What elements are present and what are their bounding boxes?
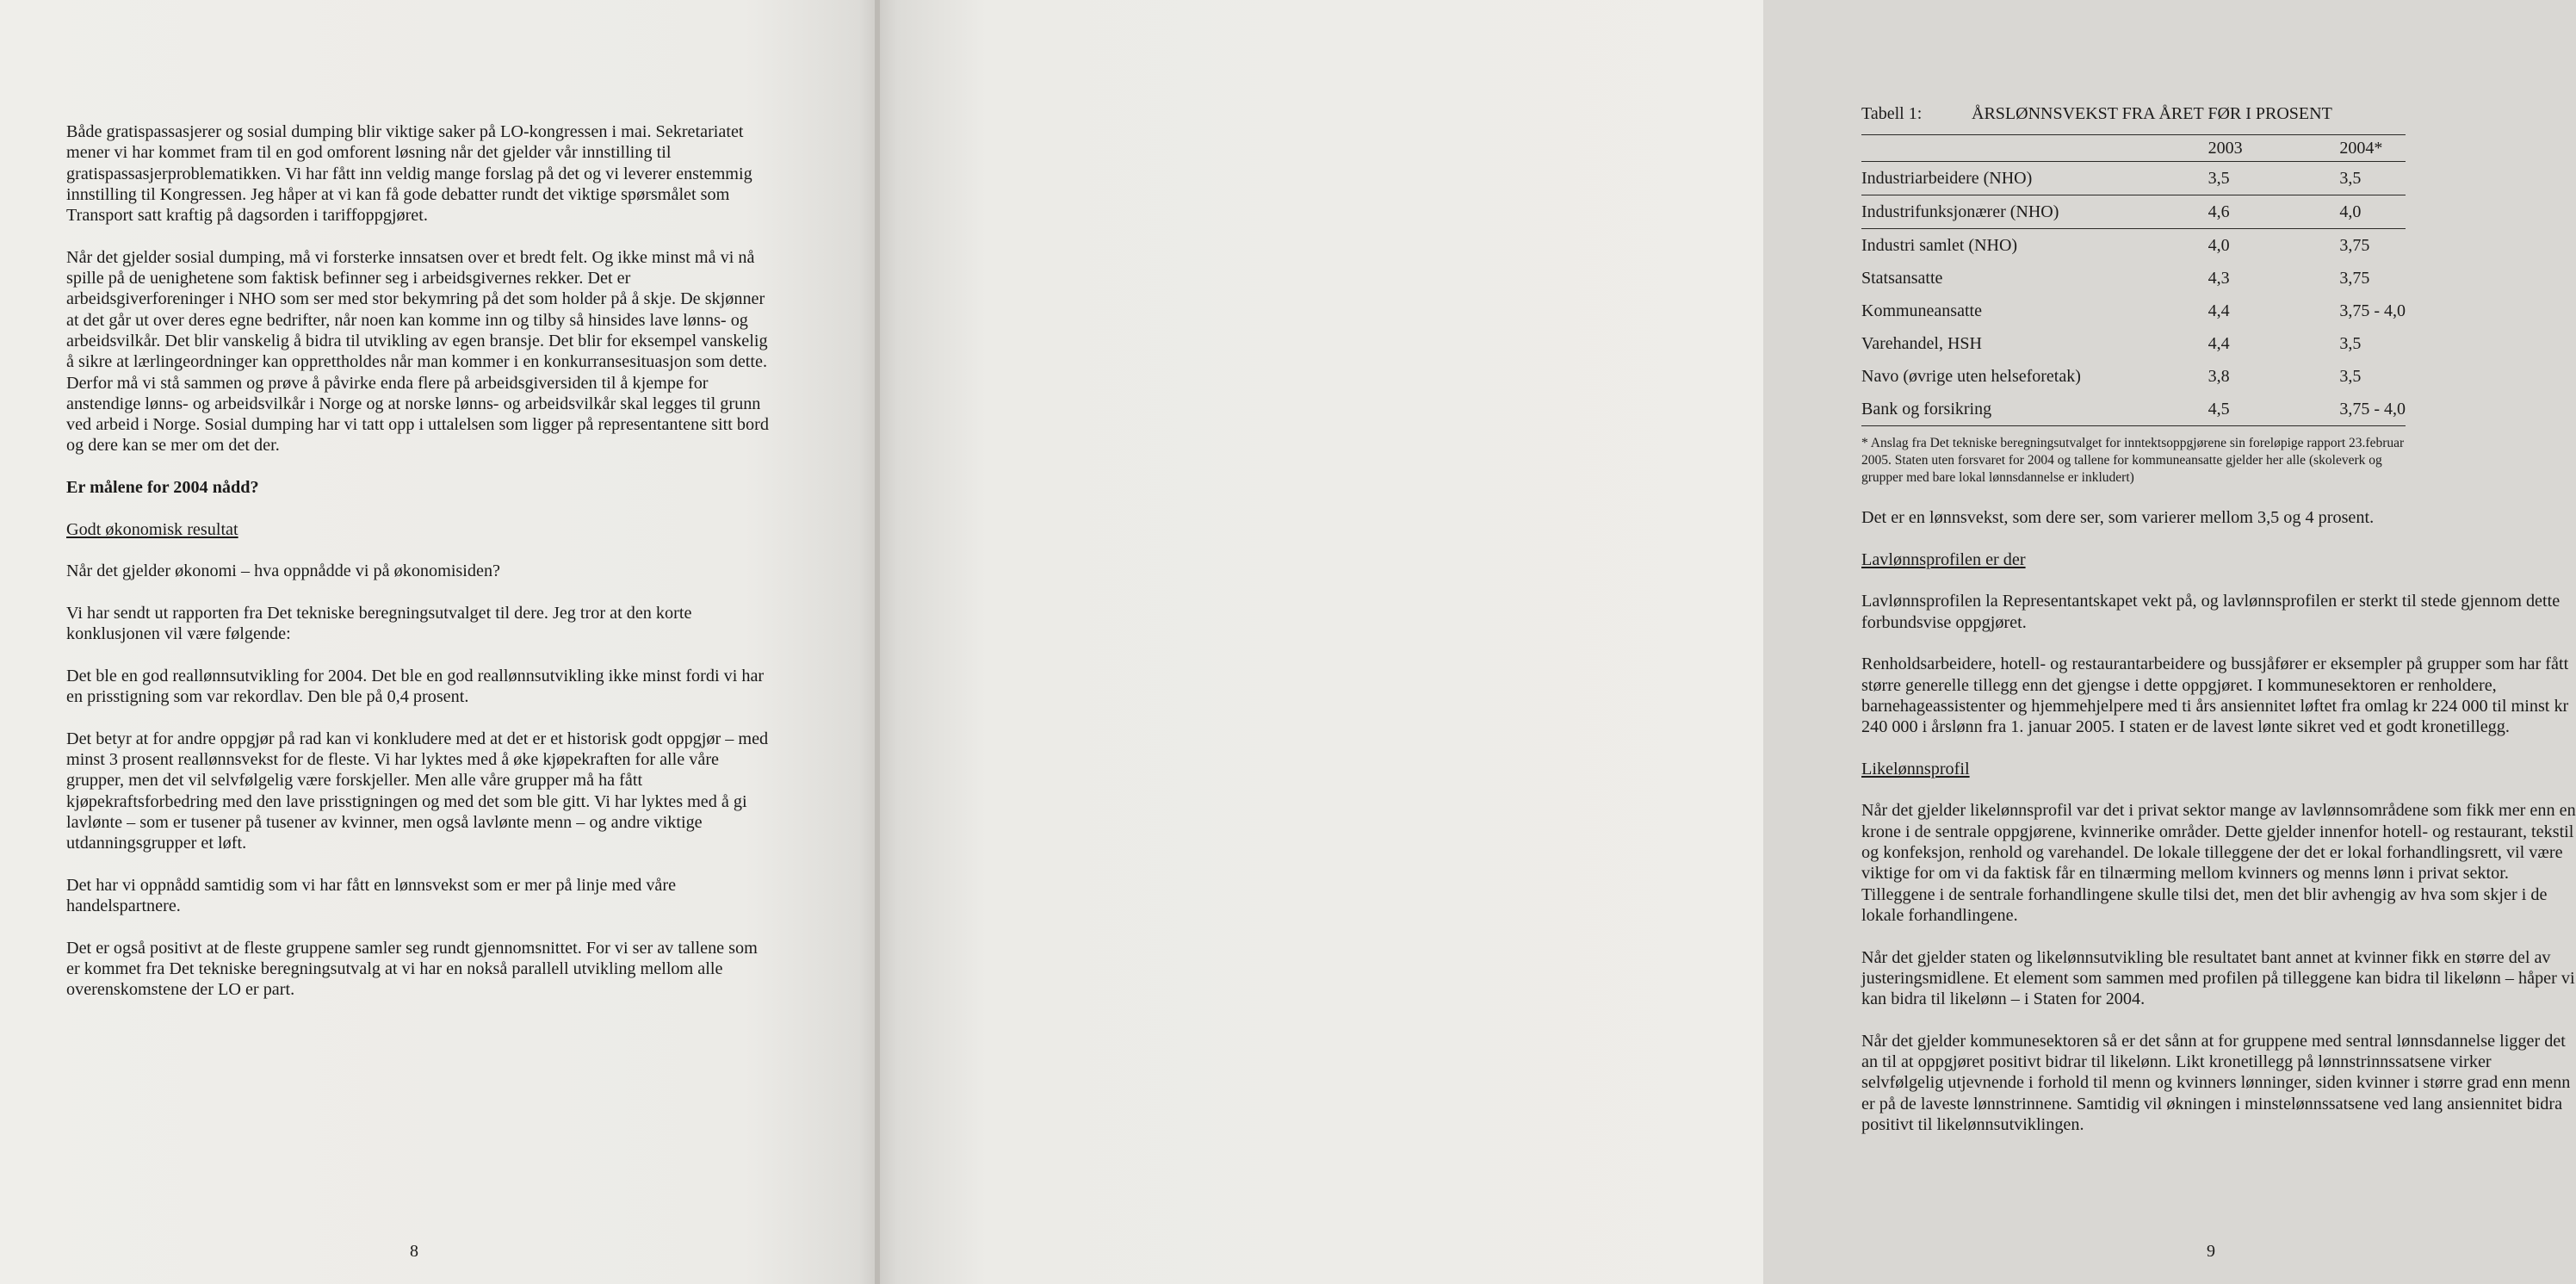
table-row [1861, 360, 2406, 393]
value-2003: 4,3 [2208, 269, 2230, 288]
paragraph-trade-partners: Det har vi oppnådd samtidig som vi har fått en lønnsvekst som er mer på linje med våre handelspartnere. [66, 875, 677, 915]
value-2003: 3,8 [2208, 367, 2230, 387]
right-page-text [1861, 103, 2576, 1157]
value-2004: 3,75 - 4,0 [2339, 301, 2406, 321]
paragraph-equal-pay-1: Når det gjelder likelønnsprofil var det i privat sektor mange av lavlønnsområdene som fikk mer enn en krone i de sentrale oppgjørene, kvinnerike områder. Dette gjelder innenfor hotell- og restaurant, tekstil og konfeksjon, renhold og varehandel. De lokale tilleggene der det er lokal forhandlingsrett, vil være viktige for om vi da faktisk får en tilnærming mellom kvinners og menns lønn i privat sektor. Tilleggene i de sentrale forhandlingene skulle tilsi det, men det blir avhengig av hva som skjer i de lokale forhandlingene. [1861, 801, 2576, 925]
column-header-2003: 2003 [2208, 135, 2340, 162]
value-2004: 3,5 [2339, 334, 2362, 354]
table-row [1861, 327, 2406, 360]
row-name: Bank og forsikring [1861, 393, 2208, 426]
value-2004: 3,5 [2339, 162, 2406, 195]
row-name: Navo (øvrige uten helseforetak) [1861, 367, 2081, 387]
paragraph-historic: Det betyr at for andre oppgjør på rad kan vi konkludere med at det er et historisk godt oppgjør – med minst 3 prosent reallønnsvekst for de fleste. Vi har lyktes med å øke kjøpekraften for alle våre grupper, men det vil selvfølgelig være forskjeller. Men alle våre grupper må ha fått kjøpekraftsforbedring med den lave prisstigningen og med det som ble gitt. Vi har lyktes med å gi lavlønte – som er tusener på tusener av kvinner, men også lavlønte menn – og andre viktige utdanningsgrupper et løft. [66, 729, 769, 853]
row-name: Industrifunksjonærer (NHO) [1861, 195, 2208, 229]
table-row [1861, 229, 2406, 263]
value-2004: 3,75 - 4,0 [2339, 393, 2406, 426]
table-row [1861, 162, 2406, 195]
paragraph-low-pay-1: Lavlønnsprofilen la Representantskapet vekt på, og lavlønnsprofilen er sterkt til stede gjennom dette forbundsvise oppgjøret. [1861, 592, 2561, 632]
left-page [0, 0, 876, 1284]
paragraph-report: Vi har sendt ut rapporten fra Det tekniske beregningsutvalget til dere. Jeg tror at den korte konklusjonen vil være følgende: [66, 603, 692, 644]
table-label: Tabell 1: [1861, 104, 1923, 123]
value-2003: 4,4 [2208, 334, 2230, 354]
row-name: Industri samlet (NHO) [1861, 236, 2018, 256]
paragraph-average: Det er også positivt at de fleste gruppene samler seg rundt gjennomsnittet. For vi ser av tallene som er kommet fra Det tekniske beregningsutvalg at vi har en nokså parallell utvikling mellom alle overenskomstene der LO er part. [66, 938, 758, 1000]
row-name: Statsansatte [1861, 269, 1943, 288]
paragraph-real-wage: Det ble en god reallønnsutvikling for 2004. Det ble en god reallønnsutvikling ikke minst fordi vi har en prisstigning som var rekordlav. Den ble på 0,4 prosent. [66, 666, 765, 707]
table-row [1861, 195, 2406, 229]
row-name: Industriarbeidere (NHO) [1861, 162, 2208, 195]
heading-economic-result: Godt økonomisk resultat [66, 519, 238, 539]
table-caption [1861, 103, 2576, 124]
table-header-row [1861, 135, 2406, 162]
paragraph-equal-pay-2: Når det gjelder staten og likelønnsutvikling ble resultatet bant annet at kvinner fikk en større del av justeringsmidlene. Et element som sammen med profilen på tilleggene kan bidra til likelønn – håper vi kan bidra til likelønn – i Staten for 2004. [1861, 947, 2575, 1009]
left-page-text [66, 121, 772, 1021]
wage-growth-table [1861, 134, 2406, 426]
heading-low-pay-profile: Lavlønnsprofilen er der [1861, 549, 2026, 569]
value-2003: 4,6 [2208, 195, 2340, 229]
table-footnote: * Anslag fra Det tekniske beregningsutvalget for inntektsoppgjørene sin foreløpige rapport 23.februar 2005. Staten uten forsvaret for 2004 og tallene for kommuneansatte gjelder her alle (skoleverk og grupper med bare lokal lønnsdannelse er inkludert) [1861, 436, 2405, 486]
value-2003: 3,5 [2208, 162, 2340, 195]
row-name: Varehandel, HSH [1861, 334, 1982, 354]
table-row [1861, 295, 2406, 327]
paragraph-social-dumping: Når det gjelder sosial dumping, må vi forsterke innsatsen over et bredt felt. Og ikke minst må vi nå spille på de uenighetene som faktisk befinner seg i arbeidsgivernes rekker. Det er arbeidsgiverforeninger i NHO som ser med stor bekymring på det som holder på å skje. De skjønner at det går ut over deres egne bedrifter, når noen kan komme inn og tilby så hinsides lave lønns- og arbeidsvilkår. Det blir vanskelig å bidra til utvikling av egen bransje. Det blir for eksempel vanskelig å sikre at lærlingeordninger kan opprettholdes når man kommer i en konkurransesituasjon som dette. Derfor må vi stå sammen og prøve å påvirke enda flere på arbeidsgiversiden til å kjempe for anstendige lønns- og arbeidsvilkår i Norge og at norske lønns- og arbeidsvilkår skal legges til grunn ved arbeid i Norge. Sosial dumping har vi tatt opp i uttalelsen som ligger på representantene sitt bord og dere kan se mer om det der. [66, 247, 769, 456]
paragraph-wage-growth: Det er en lønnsvekst, som dere ser, som varierer mellom 3,5 og 4 prosent. [1861, 508, 2375, 528]
row-name: Kommuneansatte [1861, 301, 1982, 321]
paragraph-equal-pay-3: Når det gjelder kommunesektoren så er det sånn at for gruppene med sentral lønnsdannelse ligger det an til at oppgjøret positivt bidrar til likelønn. Likt kronetillegg på lønnstrinnssatsene virker selvfølgelig utjevnende i forhold til menn og kvinners lønninger, siden kvinner i større grad enn menn er på de laveste lønnstrinnene. Samtidig vil økningen i minstelønnssatsene ved lang ansiennitet bidra positivt til likelønnsutviklingen. [1861, 1031, 2571, 1134]
column-header-2004: 2004* [2339, 135, 2406, 162]
table-row [1861, 393, 2406, 426]
paragraph-lo-congress: Både gratispassasjerer og sosial dumping blir viktige saker på LO-kongressen i mai. Sekretariatet mener vi har kommet fram til en god omforent løsning når det gjelder vår innstilling til gratispassasjerproblematikken. Vi har fått inn veldig mange forslag på det og vi leverer enstemmig innstilling til Kongressen. Jeg håper at vi kan få gode debatter rundt det viktige spørsmålet som Transport satt kraftig på dagsorden i tariffoppgjøret. [66, 122, 752, 226]
value-2004: 4,0 [2339, 195, 2406, 229]
page-number-left: 8 [410, 1242, 418, 1261]
value-2003: 4,5 [2208, 393, 2340, 426]
value-2004: 3,5 [2339, 367, 2362, 387]
paragraph-low-pay-2: Renholdsarbeidere, hotell- og restaurantarbeidere og bussjåfører er eksempler på grupper som har fått større generelle tillegg enn det gjengse i dette oppgjøret. I kommunesektoren er renholdere, barnehageassistenter og hjemmehjelpere med ti års ansiennitet løftet fra omlag kr 224 000 til minst kr 240 000 i årslønn fra 1. januar 2005. I staten er de lavest lønte sikret ved et godt kronetillegg. [1861, 654, 2569, 737]
value-2003: 4,0 [2208, 236, 2230, 256]
right-page [880, 0, 2576, 1284]
paragraph-economy-question: Når det gjelder økonomi – hva oppnådde vi på økonomisiden? [66, 561, 501, 581]
value-2003: 4,4 [2208, 301, 2230, 321]
heading-goals: Er målene for 2004 nådd? [66, 478, 259, 498]
value-2004: 3,75 [2339, 269, 2370, 288]
table-row [1861, 262, 2406, 295]
value-2004: 3,75 [2339, 236, 2370, 256]
table-title: ÅRSLØNNSVEKST FRA ÅRET FØR I PROSENT [1972, 104, 2332, 123]
heading-equal-pay-profile: Likelønnsprofil [1861, 759, 1970, 778]
page-number-right: 9 [2207, 1242, 2215, 1261]
